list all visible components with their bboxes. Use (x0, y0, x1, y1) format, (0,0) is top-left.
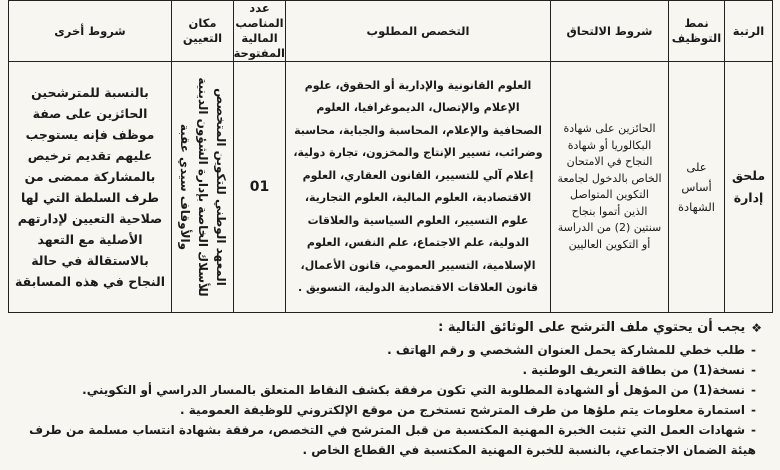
dash-icon: - (751, 363, 756, 377)
place-value: المعهد الوطني للتكوين المتخصص للأسلاك الخاصة بإدارة الشؤون الدينية والأوقاف سيدي عقبة (177, 77, 228, 297)
cell-positions (234, 62, 286, 313)
cell-place (172, 62, 234, 313)
documents-section (22, 318, 762, 460)
header-positions: عدد المناصب المالية المفتوحة (233, 1, 285, 60)
mode-value: على أساس الشهادة (678, 160, 715, 214)
header-place: مكان التعيين (172, 1, 234, 62)
documents-list (22, 340, 762, 460)
rank-value: ملحق إدارة (731, 168, 766, 205)
specialty-value: العلوم القانونية والإدارية أو الحقوق، علوم الإعلام والإتصال، الديموغرافيا، العلوم الصحافية والإعلام، المحاسبة والجباية، محاسبة وضرائب، تسيير الإنتاج والمخزون، تجارة دولية، إعلام آلي للتسيير، القانون العقاري، العلوم الاقتصادية، العلوم المالية، العلوم التجارية، علوم التسيير، العلوم السياسية والعلاقات الدولية، علم الاجتماع، علم النفس، العلوم الإسلامية، التسيير العمومي، قانون الأعمال، قانون العلاقات الاقتصادية الدولية، التسويق . (293, 78, 543, 294)
dash-icon: - (751, 343, 756, 357)
header-other: شروط أخرى (9, 1, 172, 62)
header-rank: الرتبة (725, 1, 773, 62)
dash-icon: - (751, 383, 756, 397)
list-item: -شهادات العمل التي تثبت الخبرة المهنية المكتسبة من قبل المترشح في التخصص، مرفقة بشهادة انتساب مسلمة من طرف (29, 423, 756, 437)
documents-heading (22, 318, 762, 338)
cell-conditions (551, 62, 669, 313)
positions-value: 01 (249, 179, 270, 195)
dash-icon: - (751, 423, 756, 437)
dash-icon: - (751, 403, 756, 417)
conditions-value: الحائزين على شهادة البكالوريا أو شهادة النجاح في الامتحان الخاص بالدخول لجامعة التكوين المتواصل الذين أتموا بنجاح سنتين (2) من الدراسة أو التكوين العاليين (557, 122, 662, 251)
cell-other (9, 62, 172, 313)
list-item: -نسخة(1) من بطاقة التعريف الوطنية . (522, 363, 756, 377)
recruitment-table (8, 0, 773, 313)
diamond-bullet-icon: ❖ (751, 321, 762, 335)
cell-mode (669, 62, 725, 313)
header-mode: نمط التوظيف (669, 1, 725, 62)
documents-title: يجب أن يحتوي ملف الترشح على الوثائق التالية : (438, 320, 746, 335)
cell-specialty (286, 62, 551, 313)
table-row (9, 62, 773, 313)
list-item: هيئة الضمان الاجتماعي، بالنسبة للخبرة المهنية المكتسبة في القطاع الخاص . (302, 443, 756, 457)
list-item: -طلب خطي للمشاركة يحمل العنوان الشخصي و رقم الهاتف . (387, 343, 756, 357)
other-value: بالنسبة للمترشحين الحائزين على صفة موظف فإنه يستوجب عليهم تقديم ترخيص بالمشاركة ممضى من طرف السلطة التي لها صلاحية التعيين لإدارتهم الأصلية مع التعهد بالاستقالة في حالة النجاح في هذه المسابقة (15, 85, 165, 289)
list-item: -نسخة(1) من المؤهل أو الشهادة المطلوبة التي تكون مرفقة بكشف النقاط المتعلق بالمسار الدراسي أو التكويني. (82, 383, 756, 397)
header-specialty: التخصص المطلوب (286, 1, 551, 62)
cell-rank (725, 62, 773, 313)
list-item: -استمارة معلومات يتم ملؤها من طرف المترشح تستخرج من موقع الإلكتروني للوظيفة العمومية . (180, 403, 756, 417)
header-conditions: شروط الالتحاق (551, 1, 669, 62)
table-header-row (9, 1, 773, 62)
